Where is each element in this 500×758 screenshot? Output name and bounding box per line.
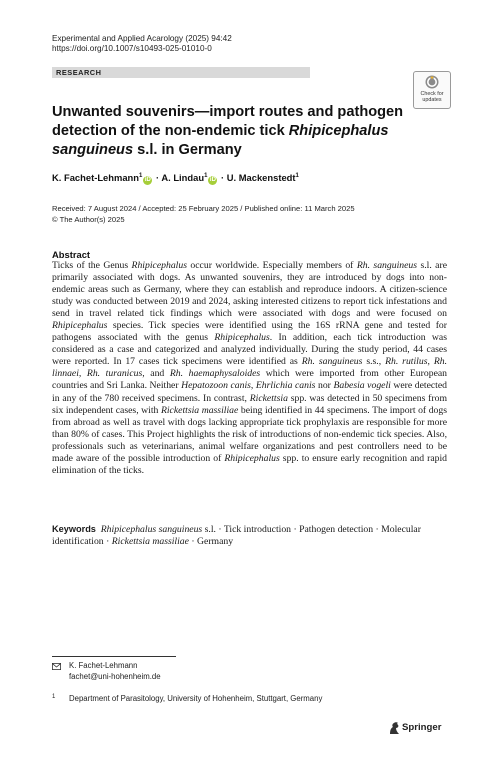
orcid-icon[interactable]: iD — [144, 177, 151, 183]
orcid-icon[interactable]: iD — [209, 177, 216, 183]
corresponding-author: K. Fachet-Lehmann — [69, 661, 138, 670]
affiliation-number: 1 — [52, 694, 56, 700]
abstract-segment-text: were detected in any of the 780 received specimens. In contrast, — [52, 380, 448, 404]
author-separator: · — [155, 172, 160, 183]
keyword-segment-text: · Germany — [188, 536, 234, 548]
envelope-icon — [52, 663, 61, 670]
section-bar — [52, 67, 310, 78]
abstract-segment-italic: Rhipicephalus — [131, 260, 187, 271]
abstract-segment-text: , and — [142, 368, 170, 380]
abstract-segment-text: which were imported from other European countries and Sri Lanka. Neither — [52, 368, 448, 392]
check-updates-line1: Check for — [420, 91, 444, 97]
abstract-segment-italic: Ehrlichia canis — [255, 380, 316, 392]
section-label: RESEARCH — [56, 68, 102, 77]
check-for-updates-badge[interactable] — [413, 71, 451, 109]
abstract-segment-italic: Babesia vogeli — [333, 380, 391, 392]
abstract-segment-text: , — [427, 356, 434, 368]
abstract-segment-italic: Rh. sanguineus — [356, 260, 418, 271]
abstract-segment-text: s.l. are primarily associated with dogs. As unwanted souvenirs, they are introduced by dogs into non-endemic areas such as Germany, where they can establish and reproduce indoors. A citizen-science study was conducted between 2019 and 2024, asking interested citizens to report tick infestations and send in travel related tick findings which were associated with dogs and were focused on — [52, 260, 448, 320]
abstract-segment-text: spp. to ensure early recognition and rapid elimination of the ticks. — [52, 452, 447, 476]
abstract-segment-text: spp. was detected in 50 specimens from six independent cases, with — [52, 392, 447, 416]
abstract-segment-italic: Hepatozoon canis — [181, 380, 251, 392]
article-title — [52, 103, 412, 160]
abstract-segment-text: species. Tick species were identified using the 16S rRNA gene and tested for pathogens associated with the genus — [52, 320, 447, 344]
author-name[interactable]: A. Lindau — [161, 172, 205, 183]
author-affiliation-marker: 1 — [204, 173, 208, 179]
abstract-segment-italic: Rhipicephalus — [224, 452, 280, 464]
abstract-segment-italic: Rh. sanguineus — [301, 356, 363, 368]
abstract-segment-italic: Rhipicephalus — [214, 332, 270, 344]
abstract-segment-text: being identified in 44 specimens. The import of dogs from abroad as well as travel with dogs lacking appropriate tick prophylaxis are responsible for more than 80% of cases. This Project highlights the risk of introductions of non-endemic tick species. Also, professionals such as veterinarians, animal welfare organizations and pest controllers need to be made aware of the possible introduction of — [52, 404, 448, 464]
publication-dates — [52, 203, 355, 225]
abstract-segment-italic: Rhipicephalus — [52, 320, 108, 332]
history-dates: Received: 7 August 2024 / Accepted: 25 February 2025 / Published online: 11 March 2025 — [52, 204, 355, 213]
abstract-segment-italic: Rh. haemaphysaloides — [169, 368, 261, 380]
copyright: © The Author(s) 2025 — [52, 215, 125, 224]
abstract-segment-italic: Rickettsia massiliae — [160, 404, 239, 416]
abstract-segment-italic: Rickettsia — [249, 392, 288, 404]
corresponding-email[interactable]: fachet@uni-hohenheim.de — [69, 671, 161, 681]
author-list — [52, 172, 299, 185]
keywords-list — [52, 524, 421, 547]
springer-horse-icon — [388, 721, 400, 735]
title-text-1: Unwanted souvenirs—import routes and pathogen detection of the non-endemic tick — [52, 104, 404, 139]
abstract-heading: Abstract — [52, 249, 91, 260]
keywords-label: Keywords — [52, 524, 96, 534]
publisher-name: Springer — [402, 722, 442, 733]
abstract-segment-italic: Rh. rutilus — [385, 356, 428, 368]
author-name[interactable]: U. Mackenstedt — [226, 172, 296, 183]
keyword-segment-italic: Rickettsia massiliae — [111, 536, 189, 548]
doi-link[interactable]: https://doi.org/10.1007/s10493-025-01010-0 — [52, 44, 212, 54]
abstract-body — [52, 260, 447, 477]
keyword-segment-italic: Rhipicephalus sanguineus — [100, 524, 203, 535]
check-updates-line2: updates — [422, 97, 442, 104]
journal-header — [52, 34, 232, 55]
title-species: Rhipicephalus sanguineus — [52, 123, 389, 158]
keyword-segment-text: s.l. · Tick introduction · Pathogen detection · Molecular identification · — [52, 524, 421, 548]
abstract-segment-text: Ticks of the Genus — [52, 260, 132, 271]
keywords — [52, 523, 447, 549]
abstract-segment-italic: Rh. linnaei, Rh. turanicus — [52, 356, 448, 380]
author-separator: · — [221, 172, 225, 183]
journal-citation: Experimental and Applied Acarology (2025) 94:42 — [52, 34, 232, 43]
abstract-segment-text: s.s., — [362, 356, 386, 368]
title-text-2: s.l. in Germany — [133, 142, 242, 158]
abstract-segment-text: , — [250, 380, 256, 392]
abstract-segment-text: . In addition, each tick introduction was considered as a case and categorized and analyzed individually. During the study period, 44 cases were reported. In 17 cases tick specimens were identified as — [52, 332, 448, 368]
abstract-segment-text: nor — [315, 380, 334, 392]
author-affiliation-marker: 1 — [295, 173, 299, 179]
author-name[interactable]: K. Fachet-Lehmann — [52, 172, 139, 183]
abstract-segment-text: occur worldwide. Especially members of — [186, 260, 357, 271]
footnote-divider — [52, 656, 176, 657]
check-updates-icon — [425, 75, 439, 89]
affiliation-text: Department of Parasitology, University of Hohenheim, Stuttgart, Germany — [69, 694, 323, 703]
author-affiliation-marker: 1 — [139, 173, 143, 179]
